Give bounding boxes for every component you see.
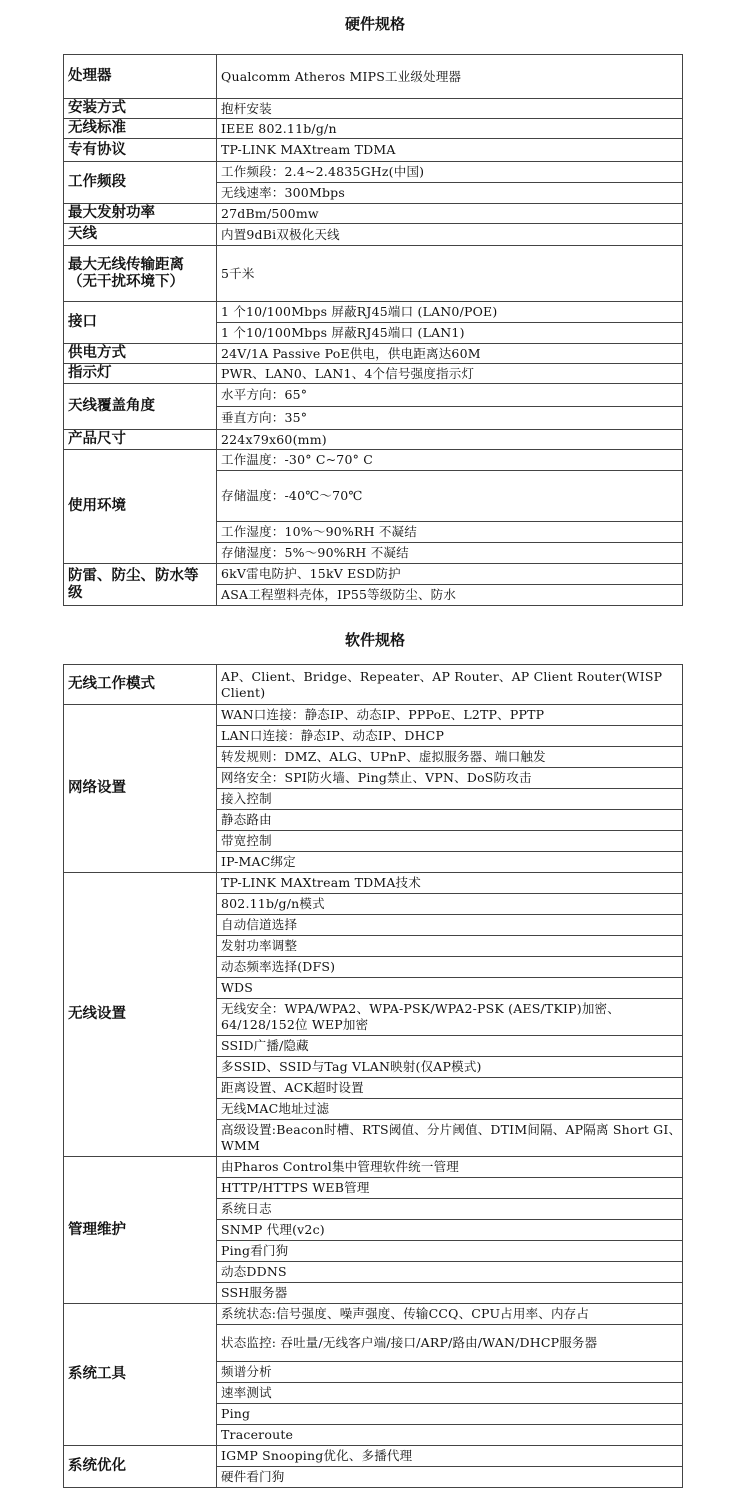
- spec-label: 安装方式: [64, 99, 217, 119]
- spec-label: 专有协议: [64, 139, 217, 162]
- spec-label: 最大发射功率: [64, 204, 217, 224]
- spec-row: [64, 384, 683, 430]
- spec-value: [217, 873, 683, 1157]
- spec-value-line: TP-LINK MAXtream TDMA技术: [217, 873, 683, 894]
- spec-row: [64, 873, 683, 1157]
- spec-value-line: ASA工程塑料壳体，IP55等级防尘、防水: [221, 587, 457, 602]
- spec-value-line: 动态频率选择(DFS): [217, 957, 683, 978]
- spec-label: 防雷、防尘、防水等级: [64, 564, 217, 606]
- spec-value-line: 网络安全：SPI防火墙、Ping禁止、VPN、DoS防攻击: [217, 768, 683, 789]
- spec-value: [217, 450, 683, 564]
- hardware-section-title: 硬件规格: [344, 15, 405, 33]
- spec-label: 无线标准: [64, 119, 217, 139]
- spec-value-line: 6kV雷电防护、15kV ESD防护: [217, 564, 683, 585]
- spec-value-line: 水平方向：65°: [217, 384, 683, 407]
- spec-row: [64, 224, 683, 246]
- spec-value-line: AP、Client、Bridge、Repeater、AP Router、AP Client Router(WISP Client): [221, 668, 663, 700]
- spec-value-line: 存储温度：-40℃～70℃: [217, 471, 683, 522]
- spec-label: 无线设置: [64, 873, 217, 1157]
- spec-row: [64, 364, 683, 384]
- spec-value: [217, 224, 683, 246]
- spec-row: [64, 246, 683, 302]
- spec-value-line: 27dBm/500mw: [221, 205, 319, 221]
- spec-value: [217, 1157, 683, 1304]
- spec-value-line: 5千米: [221, 265, 255, 281]
- spec-value-line: WDS: [217, 978, 683, 999]
- spec-value-line: SSH服务器: [221, 1285, 288, 1300]
- spec-value-line: 224x79x60(mm): [221, 431, 327, 447]
- hardware-spec-table: [63, 54, 683, 606]
- spec-value-line: 24V/1A Passive PoE供电，供电距离达60M: [221, 345, 481, 361]
- spec-label: 天线: [64, 224, 217, 246]
- spec-value-line: 转发规则：DMZ、ALG、UPnP、虚拟服务器、端口触发: [217, 747, 683, 768]
- spec-value: [217, 119, 683, 139]
- spec-value-line: 内置9dBi双极化天线: [221, 226, 340, 242]
- spec-value-line: 接入控制: [217, 789, 683, 810]
- spec-value-line: 由Pharos Control集中管理软件统一管理: [217, 1157, 683, 1178]
- software-spec-table: [63, 664, 683, 1488]
- spec-value-line: SSID广播/隐藏: [217, 1036, 683, 1057]
- spec-value: [217, 344, 683, 364]
- spec-value: [217, 1446, 683, 1488]
- spec-row: [64, 1446, 683, 1488]
- software-section-title: 软件规格: [344, 631, 405, 649]
- spec-value-line: 多SSID、SSID与Tag VLAN映射(仅AP模式): [217, 1057, 683, 1078]
- spec-value-line: 工作频段：2.4~2.4835GHz(中国): [217, 162, 683, 183]
- spec-value-line: 动态DDNS: [217, 1262, 683, 1283]
- spec-value-line: 工作温度：-30° C~70° C: [217, 450, 683, 471]
- spec-row: [64, 564, 683, 606]
- spec-label: 接口: [64, 302, 217, 344]
- spec-label: 管理维护: [64, 1157, 217, 1304]
- spec-value: [217, 705, 683, 873]
- spec-value: [217, 1304, 683, 1446]
- spec-value-line: 状态监控: 吞吐量/无线客户端/接口/ARP/路由/WAN/DHCP服务器: [217, 1325, 683, 1362]
- spec-value: [217, 139, 683, 162]
- spec-value-line: Ping: [217, 1404, 683, 1425]
- spec-value: [217, 430, 683, 450]
- spec-value-line: Qualcomm Atheros MIPS工业级处理器: [221, 68, 462, 84]
- spec-value-line: PWR、LAN0、LAN1、4个信号强度指示灯: [221, 365, 475, 381]
- spec-row: [64, 450, 683, 564]
- spec-label: 无线工作模式: [64, 665, 217, 705]
- spec-value-line: 自动信道选择: [217, 915, 683, 936]
- spec-value: [217, 302, 683, 344]
- spec-label: 网络设置: [64, 705, 217, 873]
- spec-row: [64, 1157, 683, 1304]
- spec-value: [217, 162, 683, 204]
- spec-value-line: 无线速率：300Mbps: [221, 185, 345, 200]
- spec-value-line: IGMP Snooping优化、多播代理: [217, 1446, 683, 1467]
- spec-value-line: LAN口连接：静态IP、动态IP、DHCP: [217, 726, 683, 747]
- spec-value-line: 带宽控制: [217, 831, 683, 852]
- spec-label: 系统优化: [64, 1446, 217, 1488]
- spec-row: [64, 1304, 683, 1446]
- spec-label: 处理器: [64, 55, 217, 99]
- spec-value-line: 频谱分析: [217, 1362, 683, 1383]
- spec-value-line: 静态路由: [217, 810, 683, 831]
- spec-value-line: 存储湿度：5%～90%RH 不凝结: [221, 545, 409, 560]
- spec-row: [64, 302, 683, 344]
- spec-value: [217, 564, 683, 606]
- spec-value-line: Traceroute: [221, 1427, 294, 1442]
- spec-row: [64, 665, 683, 705]
- spec-value: [217, 364, 683, 384]
- spec-label: 工作频段: [64, 162, 217, 204]
- spec-value: [217, 384, 683, 430]
- spec-row: [64, 705, 683, 873]
- spec-value-line: IEEE 802.11b/g/n: [221, 120, 337, 136]
- spec-value-line: 无线安全：WPA/WPA2、WPA-PSK/WPA2-PSK (AES/TKIP)加密、64/128/152位 WEP加密: [217, 999, 683, 1036]
- spec-row: [64, 99, 683, 119]
- spec-value-line: SNMP 代理(v2c): [217, 1220, 683, 1241]
- spec-value-line: 802.11b/g/n模式: [217, 894, 683, 915]
- spec-value-line: 垂直方向：35°: [221, 410, 308, 425]
- spec-row: [64, 344, 683, 364]
- spec-value-line: TP-LINK MAXtream TDMA: [221, 142, 396, 157]
- spec-value-line: 发射功率调整: [217, 936, 683, 957]
- spec-value-line: 距离设置、ACK超时设置: [217, 1078, 683, 1099]
- spec-value-line: 无线MAC地址过滤: [217, 1099, 683, 1120]
- spec-value: [217, 55, 683, 99]
- spec-value: [217, 665, 683, 705]
- spec-value-line: 1 个10/100Mbps 屏蔽RJ45端口 (LAN0/POE): [217, 302, 683, 323]
- spec-label: 供电方式: [64, 344, 217, 364]
- spec-row: [64, 430, 683, 450]
- spec-value-line: 系统状态:信号强度、噪声强度、传输CCQ、CPU占用率、内存占: [217, 1304, 683, 1325]
- spec-row: [64, 162, 683, 204]
- spec-value: [217, 204, 683, 224]
- spec-value-line: 高级设置:Beacon时槽、RTS阈值、分片阈值、DTIM间隔、AP隔离 Short GI、WMM: [221, 1122, 682, 1153]
- spec-value-line: HTTP/HTTPS WEB管理: [217, 1178, 683, 1199]
- spec-value: [217, 99, 683, 119]
- spec-label: 最大无线传输距离（无干扰环境下）: [64, 246, 217, 302]
- spec-value-line: 系统日志: [217, 1199, 683, 1220]
- spec-value-line: 工作湿度：10%～90%RH 不凝结: [217, 522, 683, 543]
- spec-value-line: 硬件看门狗: [221, 1469, 285, 1484]
- spec-value-line: 速率测试: [217, 1383, 683, 1404]
- spec-value-line: 抱杆安装: [221, 100, 272, 116]
- spec-row: [64, 204, 683, 224]
- spec-row: [64, 55, 683, 99]
- spec-label: 系统工具: [64, 1304, 217, 1446]
- spec-label: 使用环境: [64, 450, 217, 564]
- spec-value-line: WAN口连接：静态IP、动态IP、PPPoE、L2TP、PPTP: [217, 705, 683, 726]
- spec-value: [217, 246, 683, 302]
- spec-value-line: IP-MAC绑定: [221, 854, 296, 869]
- spec-label: 产品尺寸: [64, 430, 217, 450]
- spec-label: 指示灯: [64, 364, 217, 384]
- spec-row: [64, 139, 683, 162]
- spec-row: [64, 119, 683, 139]
- spec-label: 天线覆盖角度: [64, 384, 217, 430]
- spec-value-line: Ping看门狗: [217, 1241, 683, 1262]
- spec-value-line: 1 个10/100Mbps 屏蔽RJ45端口 (LAN1): [221, 325, 465, 340]
